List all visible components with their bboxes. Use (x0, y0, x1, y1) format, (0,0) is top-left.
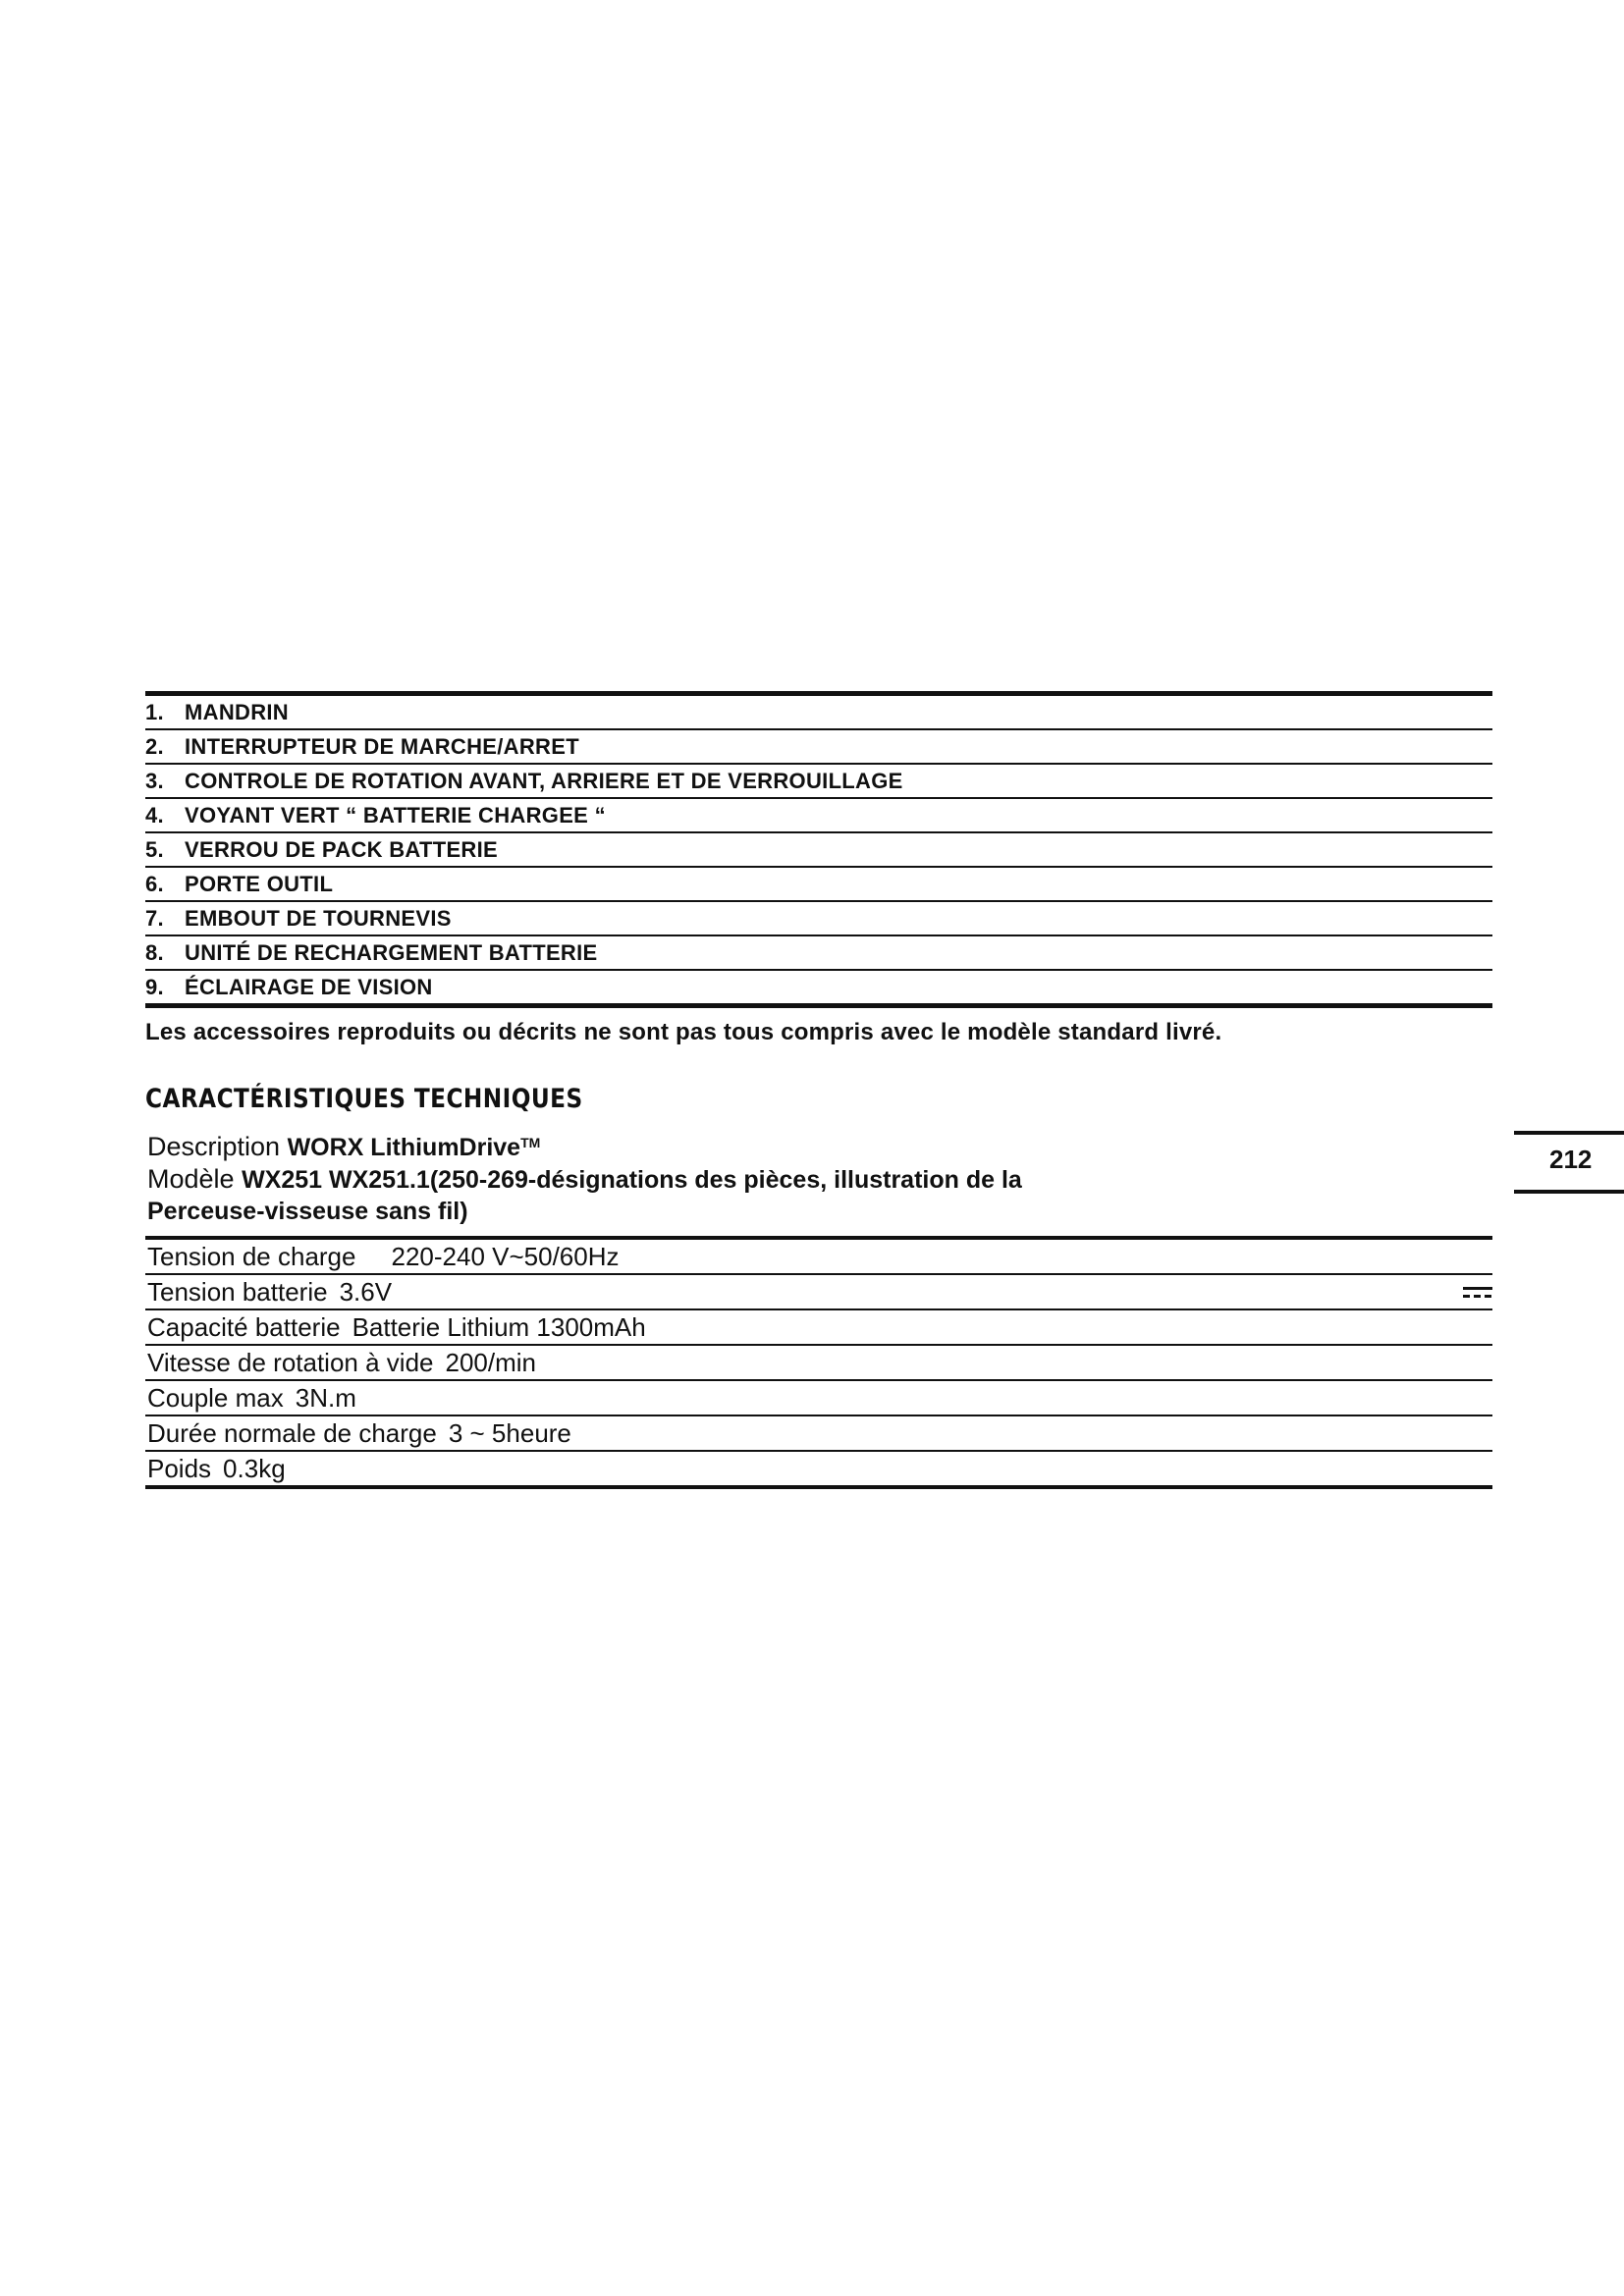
spec-value: 200/min (445, 1348, 536, 1377)
spec-label: Poids (147, 1454, 212, 1483)
part-label: PORTE OUTIL (185, 872, 334, 896)
spec-row-no-load-speed (145, 1346, 1492, 1381)
spec-row-battery-voltage (145, 1275, 1492, 1310)
part-label: CONTROLE DE ROTATION AVANT, ARRIERE ET DE VERROUILLAGE (185, 769, 903, 793)
direct-current-icon (1463, 1287, 1492, 1301)
part-label: MANDRIN (185, 700, 289, 724)
specs-header (147, 1131, 1494, 1227)
specs-table (145, 1236, 1492, 1489)
part-label: VOYANT VERT “ BATTERIE CHARGEE “ (185, 803, 606, 828)
part-item-6: 6. PORTE OUTIL (145, 868, 1492, 902)
part-label: INTERRUPTEUR DE MARCHE/ARRET (185, 734, 579, 759)
part-item-2: 2. INTERRUPTEUR DE MARCHE/ARRET (145, 730, 1492, 765)
accessories-note: Les accessoires reproduits ou décrits ne sont pas tous compris avec le modèle standard livré. (145, 1019, 1222, 1045)
part-item-3: 3. CONTROLE DE ROTATION AVANT, ARRIERE ET DE VERROUILLAGE (145, 765, 1492, 799)
part-item-9: 9. ÉCLAIRAGE DE VISION (145, 975, 433, 999)
spec-label: Capacité batterie (147, 1312, 341, 1342)
spec-value: 0.3kg (223, 1454, 286, 1483)
trademark-mark: TM (520, 1135, 541, 1150)
part-item-7: 7. EMBOUT DE TOURNEVIS (145, 902, 1492, 936)
spec-row-max-torque (145, 1381, 1492, 1416)
spec-value: 3 ~ 5heure (448, 1418, 571, 1448)
spec-row-charge-time (145, 1416, 1492, 1452)
spec-label: Durée normale de charge (147, 1418, 437, 1448)
spec-label: Vitesse de rotation à vide (147, 1348, 434, 1377)
part-item-8: 8. UNITÉ DE RECHARGEMENT BATTERIE (145, 936, 1492, 971)
spec-value: 3.6V (339, 1277, 393, 1307)
page-tab (1514, 1131, 1624, 1194)
page-tab-rule-bottom (1514, 1190, 1624, 1194)
spec-label: Couple max (147, 1383, 284, 1413)
section-title: CARACTÉRISTIQUES TECHNIQUES (145, 1084, 583, 1114)
description-line (147, 1131, 1494, 1163)
part-item-5: 5. VERROU DE PACK BATTERIE (145, 833, 1492, 868)
model-value: WX251 WX251.1(250-269-désignations des pièces, illustration de la (242, 1166, 1022, 1194)
spec-value: 3N.m (295, 1383, 356, 1413)
spec-value: 220-240 V~50/60Hz (391, 1242, 620, 1271)
part-item-1: 1. MANDRIN (145, 696, 1492, 730)
description-value: WORX LithiumDrive (287, 1134, 521, 1161)
part-label: ÉCLAIRAGE DE VISION (185, 975, 433, 999)
page-tab-rule-top (1514, 1131, 1624, 1135)
page-number: 212 (1549, 1145, 1593, 1174)
model-label: Modèle (147, 1164, 235, 1194)
part-item-4: 4. VOYANT VERT “ BATTERIE CHARGEE “ (145, 799, 1492, 833)
spec-row-charge-voltage (145, 1240, 1492, 1275)
model-value-continued: Perceuse-visseuse sans fil) (147, 1198, 468, 1225)
spec-label: Tension batterie (147, 1277, 328, 1307)
spec-value: Batterie Lithium 1300mAh (352, 1312, 646, 1342)
spec-row-weight (145, 1452, 1492, 1485)
description-label: Description (147, 1132, 281, 1161)
spec-row-battery-capacity (145, 1310, 1492, 1346)
model-line (147, 1163, 1494, 1196)
part-label: VERROU DE PACK BATTERIE (185, 837, 498, 862)
spec-label: Tension de charge (147, 1242, 356, 1271)
part-label: UNITÉ DE RECHARGEMENT BATTERIE (185, 940, 598, 965)
parts-list (145, 691, 1492, 1008)
part-label: EMBOUT DE TOURNEVIS (185, 906, 452, 931)
